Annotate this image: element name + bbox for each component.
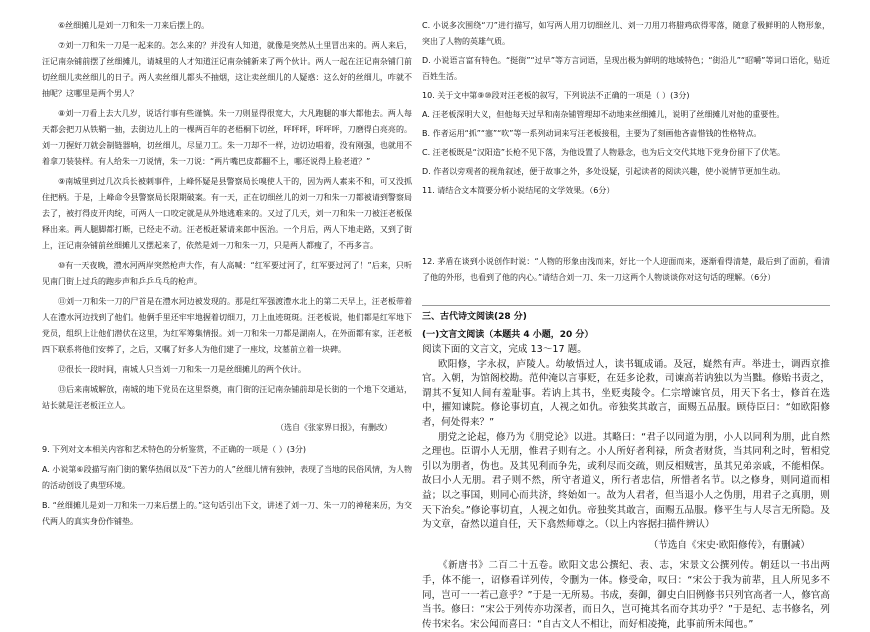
- story-paragraph-10: ⑩有一天夜晚，澧水河两岸突然枪声大作，有人高喊：“红军要过河了，红军要过河了！”后来，只听见南门街上过兵的跑步声和乒乒乓乓的枪声。: [42, 261, 412, 286]
- classical-reading-title: (一)文言文阅读（本题共 4 小题，20 分）: [422, 330, 594, 340]
- left-column: [42, 18, 412, 608]
- question-10-stem: 10. 关于文中第⑨⑩段对汪老板的叙写，下列说法不正确的一项是（ ）(3分): [422, 91, 690, 100]
- story-paragraph-6: ⑥丝细摊儿是刘一刀和朱一刀来后摆上的。: [58, 21, 210, 30]
- question-10-option-b: B. 作者运用“抓”“塞”“吹”等一系列动词来写汪老板接租，主要为了刻画他吝啬惜钱的性格特点。: [422, 129, 762, 138]
- question-10-option-a: A. 汪老板深明大义，但他每天过早和南杂铺管理却不动地来丝细摊儿，说明了丝细摊儿对他的重要性。: [422, 110, 785, 119]
- question-10-option-d: D. 作者以旁观者的视角叙述，便于故事之外，多处设疑，引起读者的阅读兴趣，使小说情节更加生动。: [422, 167, 786, 176]
- story-paragraph-7: ⑦刘一刀和朱一刀是一起来的。怎么来的？并没有人知道，就像是突然从土里冒出来的。两人来后，汪记南杂铺前摆了丝细摊儿，请城里的人才知道汪记南杂铺新来了两个伙计。两人一起在汪记南杂铺门前切丝细儿卖丝细儿的日子。两人卖丝细儿都头不抽烟，这让卖丝细儿的人疑惑：这么好的丝细儿，咋就不抽呢？这哪里是两个男人？: [42, 41, 412, 98]
- classical-text-2: 《新唐书》二百二十五卷。欧阳文忠公撰纪、表、志，宋景文公撰列传。朝廷以一书出两手，体不能一，诏修看详列传，令删为一体。修受命，叹曰：“宋公于我为前辈，且人所见多不同，岂可一一若己意乎？”于是一无所易。书成，奏御，御史白旧例修书只列官高者一人，修官高当书。修曰：“宋公于列传亦功深者，而日久，岂可掩其名而夺其功乎？”于是纪、志书修名，列传书宋名。宋公闻而喜曰：“自古文人不相让，而好相凌掩，此事前所未闻也。”: [422, 560, 830, 630]
- answer-space-11: [422, 202, 830, 254]
- story-source: （选自《张家界日报》，有删改）: [276, 423, 392, 432]
- question-10-option-c: C. 汪老板既是“汉阳造”长枪不见下落，为他设置了人物悬念，也为后文交代其地下党身份留下了伏笔。: [422, 148, 785, 157]
- question-9-option-b: B. “丝细摊儿是刘一刀和朱一刀来后摆上的。”这句话引出下文，讲述了刘一刀、朱一刀的神秘来历，为交代两人的真实身份作铺垫。: [42, 501, 412, 526]
- answer-space-12: [422, 289, 830, 305]
- classical-text-paragraph-1: 欧阳修，字永叔，庐陵人。幼敏悟过人，读书辄成诵。及冠，嶷然有声。举进士，调西京推官。入朝，为馆阁校勘。范仲淹以言事贬，在廷多论救，司谏高若讷独以为当黜。修贻书责之，谓其不复知人间有羞耻事。若讷上其书，坐贬夷陵令。仁宗增谏官员，用天下名士，修首在选中，擢知谏院。修论事切直，人视之如仇。帝独奖其敢言，面赐五品服。顾侍臣曰：“如欧阳修者，何处得来？”: [422, 358, 830, 428]
- story-paragraph-13: ⑬后来南城解放，南城的地下党员在这里祭奠，南门街的汪记南杂铺前却是长街的一个地下交通站，站长就是汪老板汪立人。: [42, 385, 412, 410]
- question-9-option-c: C. 小说多次围绕“刀”进行描写，如写两人用刀切细丝儿、刘一刀用刀将腊鸡砍得零落，随意了极鲜明的人物形象，突出了人物的英雄气质。: [422, 21, 830, 46]
- story-paragraph-9: ⑨南城里到过几次兵长被刺事件，上峰怀疑是县警察局长嗅使人干的，因为两人素来不和，可又没抓住把柄。于是，上峰命令县警察局长限期破案。有一天，正在切细丝儿的刘一刀和朱一刀都被请到警察局去了，被打得皮开肉绽，可两人一口咬定就是从外地逃难来的。又过了几天，刘一刀和朱一刀被汪老板保释出来。两人腿脚都打断，已经走不动。汪老板赶紧请来郎中医治。一个月后，两人下地走路，又到了街上，汪记南杂铺前丝细摊儿又摆起来了，依然是刘一刀和朱一刀，只是两人都瘦了，不再多言。: [42, 177, 412, 250]
- question-11: 11. 请结合文本简要分析小说结尾的文学效果。（6分）: [422, 186, 615, 195]
- story-paragraph-11: ⑪刘一刀和朱一刀的尸首是在澧水河边被发现的。那是红军强渡澧水北上的第二天早上，汪老板带着人在澧水河边找到了他们。他俩手里还牢牢地握着切细刀，刀上血迹斑斑。汪老板说，他们都是红军地下党员，组织上让他们潜伏在这里，为红军筹集情报。刘一刀和朱一刀都是湖南人，在外面都有家，汪老板四下联系将他们安葬了，之后，又嘱了好多人为他们建了一座坟，坟墓前立着一块碑。: [42, 297, 412, 354]
- question-9-option-a: A. 小说第⑥段描写南门街的繁华热闹以及“下苦力的人”丝细儿情有独钟，表现了当地的民俗风情，为人物的活动创设了典型环境。: [42, 465, 412, 490]
- question-9-option-d: D. 小说语言富有特色。“挺街”“过早”等方言词语，呈现出极为鲜明的地域特色；“街沿儿”“昭嚼”等词口语化，贴近百姓生活。: [422, 56, 830, 81]
- classical-source: （节选自《宋史·欧阳修传》，有删减）: [648, 539, 810, 551]
- section-divider: [422, 305, 830, 306]
- question-9-stem: 9. 下列对文本相关内容和艺术特色的分析鉴赏，不正确的一项是（ ）(3分): [42, 445, 307, 454]
- question-12: 12. 茅盾在谈到小说创作时说：“人物的形象由浅而来，好比一个人迎面而来，逐渐看得清楚，最后到了面前，看清了他的外形，也看到了他的内心。”请结合刘一刀、朱一刀这两个人物谈谈你对这句话的理解。（6分）: [422, 257, 830, 282]
- story-paragraph-8: ⑧刘一刀看上去大几岁，说话行事有些谨慎。朱一刀则显得很宽大，大凡跑腿的事大都他去。两人每天都会把刀从铁鞘一抽，去街边儿上的一棵两百年的老梧桐下切丝，呯呯呯，呯呯呯，刀磨得白亮亮的。刘一刀握好刀就会制链器响，切丝细儿，尽显刀工。朱一刀却不一样，边切边唱着，没有刚强，也就用不着拿刀装装样。有人给朱一刀说情，朱一刀说：“两片嘴巴皮都翻不上，哪还说得上脸老道？”: [42, 109, 412, 166]
- story-paragraph-12: ⑫很长一段时间，南城人只当刘一刀和朱一刀是丝细摊儿的两个伙计。: [58, 365, 306, 374]
- classical-instruction: 阅读下面的文言文，完成 13～17 题。: [422, 344, 587, 355]
- classical-text-paragraph-2: 朋党之论起，修乃为《朋党论》以进。其略曰：“君子以同道为朋，小人以同利为朋，此自然之理也。臣谓小人无朋，惟君子则有之。小人所好者利禄，所贪者财货，当其同利之时，暂相党引以为朋者，伪也。及其见利而争先，或利尽而交疏，则反相贼害，虽其兄弟亲戚，不能相保。故曰小人无朋。君子则不然，所守者道义，所行者忠信，所惜者名节。以之修身，则同道而相益；以之事国，则同心而共济，终始如一。故为人君者，但当退小人之伪朋，用君子之真朋，则天下治矣。”修论事切直，人视之如仇。帝独奖其敢言，面赐五品服。修平生与人尽言无所隐。及为文章，奋然以道自任，天下翕然师尊之。（以上内容据扫描件辨认）: [422, 431, 830, 531]
- section-three-title: 三、古代诗文阅读(28 分): [422, 312, 527, 322]
- right-column: [422, 18, 830, 630]
